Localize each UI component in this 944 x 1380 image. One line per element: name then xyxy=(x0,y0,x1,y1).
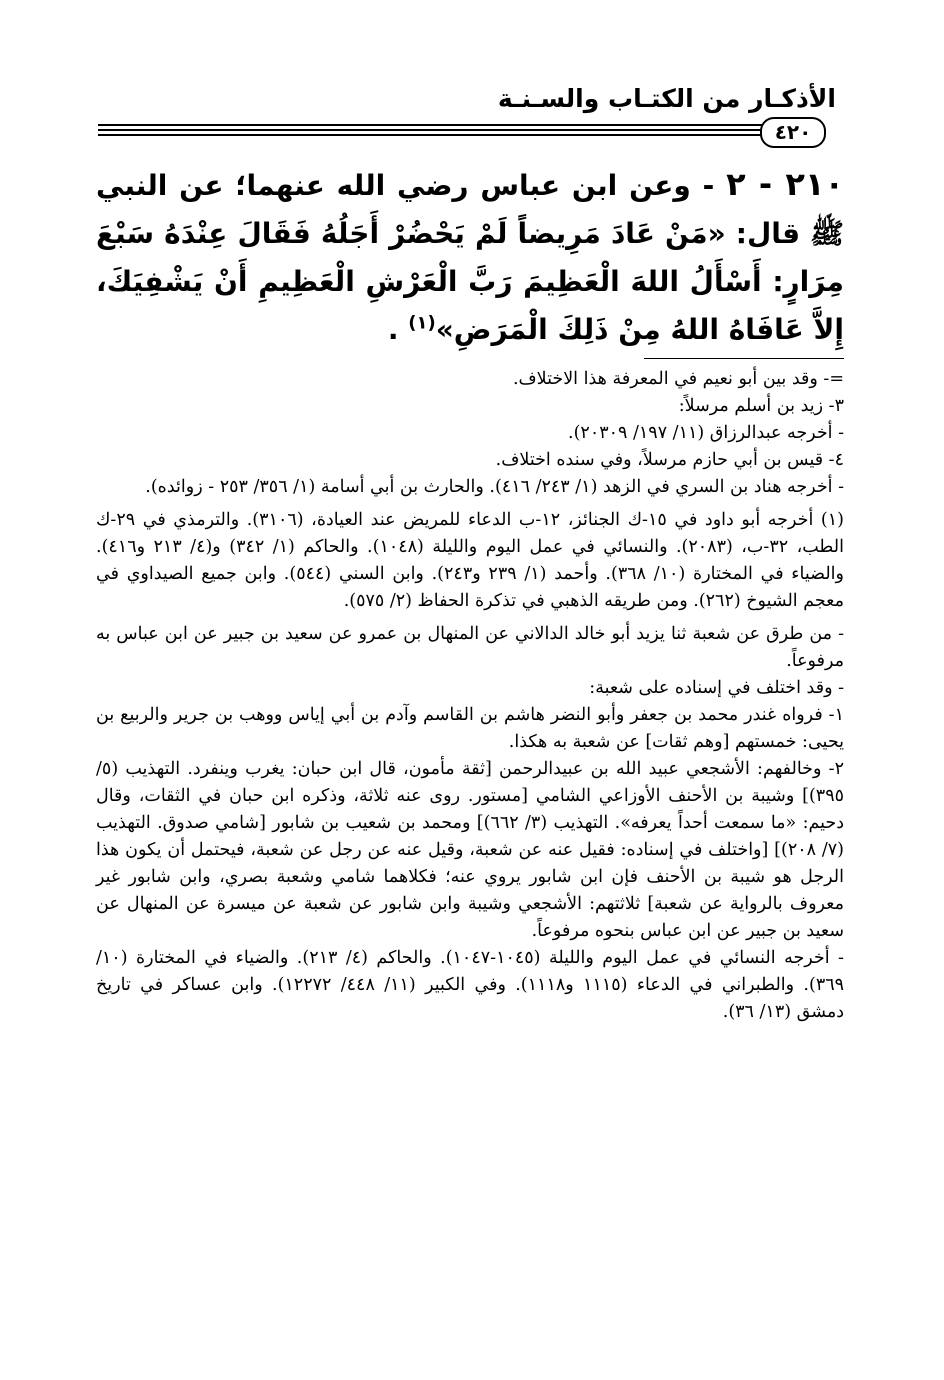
footnote-separator xyxy=(644,358,844,359)
footnote-paragraph: - أخرجه عبدالرزاق (١١/ ١٩٧/ ٢٠٣٠٩). xyxy=(568,423,844,443)
footnote-paragraph: ١- فرواه غندر محمد بن جعفر وأبو النضر هاشم بن القاسم وآدم بن أبي إياس ووهب بن جرير والربيع بن يحيى: خمستهم [وهم ثقات] عن شعبة به هكذا. xyxy=(96,705,844,752)
hadith-number: ٢١٠ - ٢ xyxy=(726,165,844,203)
footnote-paragraph: - أخرجه هناد بن السري في الزهد (١/ ٢٤٣/ ٤١٦). والحارث بن أبي أسامة (١/ ٣٥٦/ ٢٥٣ - زوائده). xyxy=(145,477,844,497)
footnote-paragraph: ٤- قيس بن أبي حازم مرسلاً، وفي سنده اختلاف. xyxy=(495,450,844,470)
footnote-paragraph: ٣- زيد بن أسلم مرسلاً: xyxy=(678,396,844,416)
hadith-intro: - وعن ابن عباس رضي الله عنهما؛ عن النبي ﷺ قال: xyxy=(96,169,844,250)
hadith-block xyxy=(96,160,844,354)
footnote-paragraph: ٢- وخالفهم: الأشجعي عبيد الله بن عبيدالرحمن [ثقة مأمون، قال ابن حبان: يغرب وينفرد. التهذيب (٥/ ٣٩٥)] وشيبة بن الأحنف الأوزاعي الشامي [مستور. روى عنه ثلاثة، وذكره ابن حبان في الثقات، وقال دحيم: «ما سمعت أحداً يعرفه». التهذيب (٣/ ٦٦٢)] ومحمد بن شعيب بن شابور [شامي صدوق. التهذيب (٧/ ٢٠٨)] [واختلف في إسناده: فقيل عنه عن شعبة، وقيل عنه عن رجل عن شعبة، فيحتمل أن يكون هذا الرجل هو شيبة بن الأحنف فإن ابن شابور يروي عنه؛ فكلاهما شامي وشعبة بصري، وابن شابور غير معروف بالرواية عن شعبة] ثلاثتهم: الأشجعي وشيبة وابن شابور عن شعبة عن ميسرة عن المنهال عن سعيد بن جبير عن ابن عباس بنحوه مرفوعاً. xyxy=(96,759,845,941)
running-title: الأذكـار من الكتـاب والسـنـة xyxy=(497,84,836,113)
footnote-paragraph: (١) أخرجه أبو داود في ١٥-ك الجنائز، ١٢-ب الدعاء للمريض عند العيادة، (٣١٠٦). والترمذي في ٢٩-ك الطب، ٣٢-ب، (٢٠٨٣). والنسائي في عمل اليوم والليلة (١٠٤٨). والحاكم (١/ ٣٤٢) و(٤/ ٢١٣ و٤١٦). والضياء في المختارة (١٠/ ٣٦٨). وأحمد (١/ ٢٣٩ و٢٤٣). وابن السني (٥٤٤). وابن جميع الصيداوي في معجم الشيوخ (٢٦٢). ومن طريقه الذهبي في تذكرة الحفاظ (٢/ ٥٧٥). xyxy=(96,510,844,611)
hadith-end: . xyxy=(387,313,399,346)
footnotes xyxy=(96,366,844,1026)
footnote-paragraph: - من طرق عن شعبة ثنا يزيد أبو خالد الدالاني عن المنهال بن عمرو عن سعيد بن جبير عن ابن عباس به مرفوعاً. xyxy=(96,624,844,671)
footnote-paragraph: =- وقد بين أبو نعيم في المعرفة هذا الاختلاف. xyxy=(512,369,844,389)
footnote-paragraph: - وقد اختلف في إسناده على شعبة: xyxy=(589,678,844,698)
page-number: ٤٢٠ xyxy=(760,117,826,148)
hadith-text: «مَنْ عَادَ مَرِيضاً لَمْ يَحْضُرْ أَجَلُهُ فَقَالَ عِنْدَهُ سَبْعَ مِرَارٍ: أَسْأَلُ اللهَ الْعَظِيمَ رَبَّ الْعَرْشِ الْعَظِيمِ أَنْ يَشْفِيَكَ، إِلاَّ عَافَاهُ اللهُ مِنْ ذَلِكَ الْمَرَضِ» xyxy=(96,217,844,346)
footnote-reference: (١) xyxy=(408,312,436,334)
footnote-paragraph: - أخرجه النسائي في عمل اليوم والليلة (١٠٤٥-١٠٤٧). والحاكم (٤/ ٢١٣). والضياء في المختارة (١٠/ ٣٦٩). والطبراني في الدعاء (١١١٥ و١١١٨). وفي الكبير (١١/ ٤٤٨/ ١٢٢٧٢). وابن عساكر في تاريخ دمشق (١٣/ ٣٦). xyxy=(96,948,845,1022)
header-rule xyxy=(98,124,798,136)
